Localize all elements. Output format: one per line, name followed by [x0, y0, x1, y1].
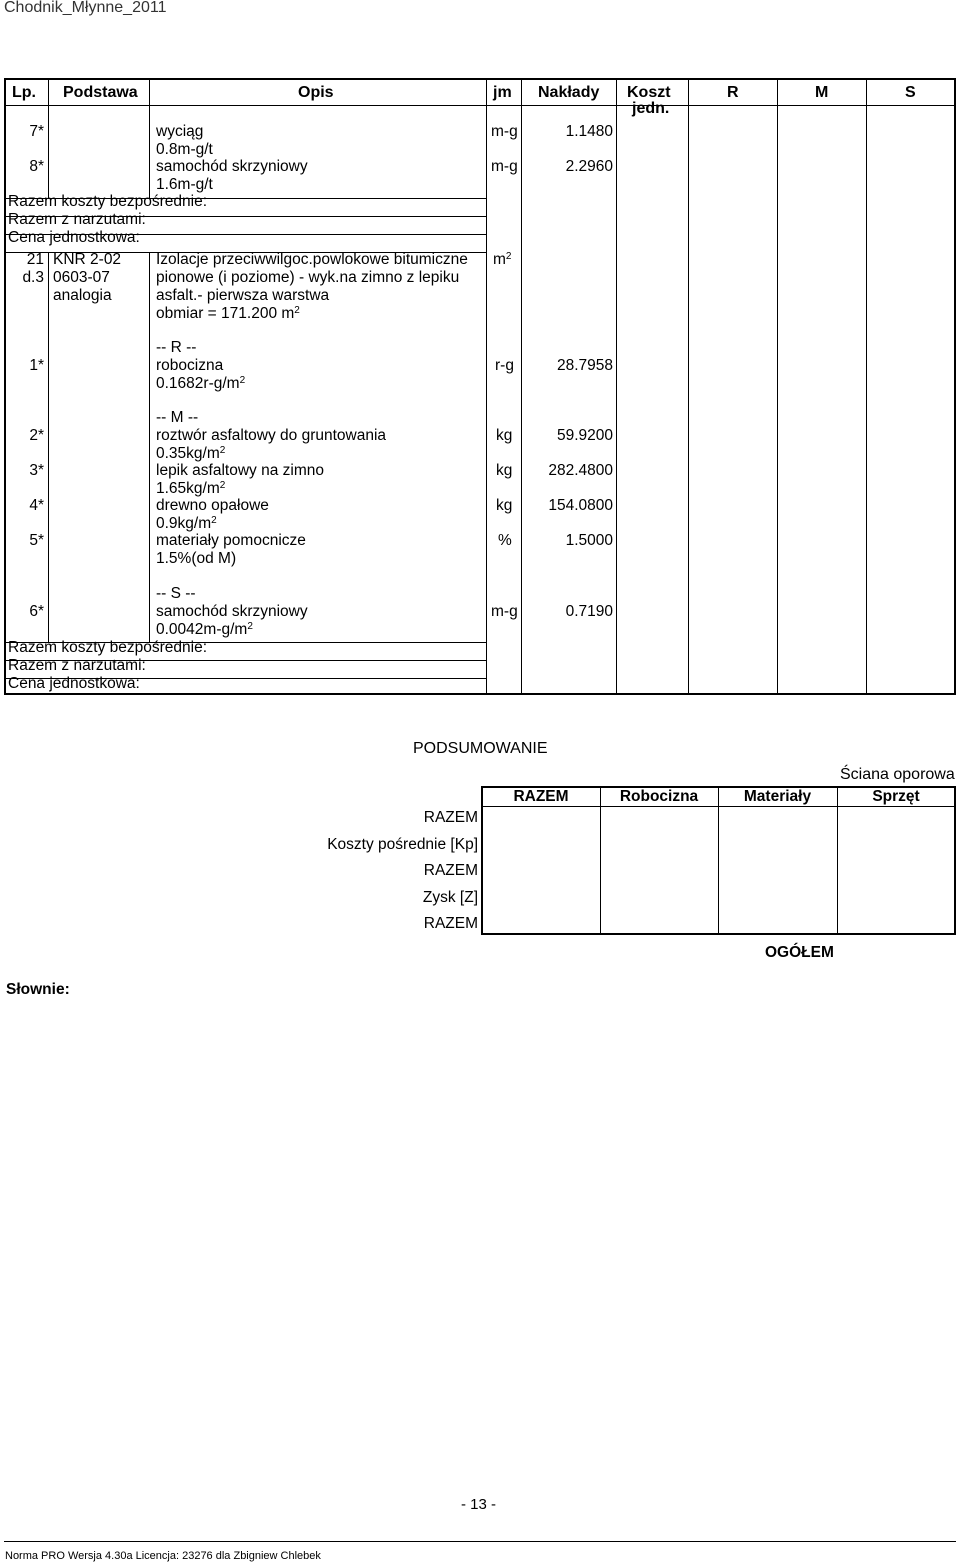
row-naklady: 2.2960 [565, 158, 613, 175]
header-s: S [905, 84, 916, 101]
razem-koszty-bezposrednie: Razem koszty bezpośrednie: [8, 193, 208, 210]
row-lp: 4* [29, 497, 44, 514]
position-podstawa-note: analogia [53, 287, 112, 304]
header-koszt-jedn: jedn. [632, 100, 670, 117]
summary-subtitle: Ściana oporowa [840, 766, 955, 783]
row-lp: 3* [29, 462, 44, 479]
position-podstawa: KNR 2-02 [53, 251, 122, 268]
section-m-label: -- M -- [156, 409, 199, 426]
section-r-label: -- R -- [156, 339, 197, 356]
razem-z-narzutami: Razem z narzutami: [8, 211, 146, 228]
summary-header-robocizna: Robocizna [619, 788, 699, 805]
summary-row-label: RAZEM [423, 809, 478, 826]
summary-header-materialy: Materiały [743, 788, 812, 805]
row-norma: 0.8m-g/t [156, 141, 213, 158]
row-jm: kg [496, 427, 513, 444]
document-title: Chodnik_Młynne_2011 [4, 0, 167, 16]
row-jm: m-g [491, 123, 518, 140]
position-opis-2: pionowe (i poziome) - wyk.na zimno z lepiku [156, 269, 460, 286]
header-r: R [727, 84, 739, 101]
position-lp-suffix: d.3 [22, 269, 44, 286]
header-lp: Lp. [12, 84, 36, 101]
header-jm: jm [493, 84, 512, 101]
header-podstawa: Podstawa [63, 84, 138, 101]
row-norma: 1.6m-g/t [156, 176, 213, 193]
slownie-label: Słownie: [6, 981, 70, 998]
position-opis-3: asfalt.- pierwsza warstwa [156, 287, 330, 304]
position-lp: 21 [26, 251, 44, 268]
row-opis: lepik asfaltowy na zimno [156, 462, 324, 479]
row-jm: m-g [491, 603, 518, 620]
row-norma: $0.1682r-g/m^2$ [156, 375, 246, 392]
row-jm: m-g [491, 158, 518, 175]
row-opis: wyciąg [156, 123, 204, 140]
summary-title: PODSUMOWANIE [413, 740, 548, 757]
row-norma: $0.0042m-g/m^2$ [156, 621, 253, 638]
position-jm: $m^2$ [493, 251, 512, 268]
row-norma: $0.35kg/m^2$ [156, 445, 226, 462]
summary-row-label: RAZEM [423, 915, 478, 932]
row-naklady: 282.4800 [548, 462, 613, 479]
row-opis: materiały pomocnicze [156, 532, 306, 549]
header-m: M [815, 84, 829, 101]
row-naklady: 1.1480 [565, 123, 613, 140]
row-naklady: 59.9200 [556, 427, 613, 444]
section-s-label: -- S -- [156, 585, 196, 602]
row-naklady: 1.5000 [565, 532, 613, 549]
row-lp: 1* [29, 357, 44, 374]
row-lp: 8* [29, 158, 44, 175]
row-naklady: 0.7190 [565, 603, 613, 620]
row-jm: kg [496, 497, 513, 514]
razem-z-narzutami: Razem z narzutami: [8, 657, 146, 674]
cena-jednostkowa: Cena jednostkowa: [8, 675, 140, 692]
row-norma: $0.9kg/m^2$ [156, 515, 217, 532]
row-naklady: 28.7958 [556, 357, 613, 374]
row-norma: $1.65kg/m^2$ [156, 480, 226, 497]
footer-license: Norma PRO Wersja 4.30a Licencja: 23276 dla Zbigniew Chlebek [5, 1550, 321, 1562]
header-koszt: Koszt [627, 84, 671, 101]
position-obmiar: obmiar = 171.200 $m^2$ [156, 305, 300, 322]
summary-header-sprzet: Sprzęt [872, 788, 920, 805]
summary-row-label: RAZEM [423, 862, 478, 879]
razem-koszty-bezposrednie: Razem koszty bezpośrednie: [8, 639, 208, 656]
row-jm: r-g [495, 357, 514, 374]
summary-row-label: Zysk [Z] [422, 889, 478, 906]
row-lp: 2* [29, 427, 44, 444]
row-naklady: 154.0800 [548, 497, 613, 514]
row-jm: kg [496, 462, 513, 479]
summary-ogolem: OGÓŁEM [765, 944, 834, 961]
row-norma: 1.5%(od M) [156, 550, 237, 567]
header-opis: Opis [298, 84, 334, 101]
row-opis: drewno opałowe [156, 497, 269, 514]
row-lp: 6* [29, 603, 44, 620]
page-number: - 13 - [461, 1496, 497, 1513]
header-naklady: Nakłady [538, 84, 600, 101]
row-opis: samochód skrzyniowy [156, 603, 308, 620]
row-jm: % [498, 532, 512, 549]
summary-row-label: Koszty pośrednie [Kp] [327, 836, 478, 853]
cena-jednostkowa: Cena jednostkowa: [8, 229, 140, 246]
position-opis: Izolacje przeciwwilgoc.powlokowe bitumiczne [156, 251, 468, 268]
position-podstawa-code: 0603-07 [53, 269, 110, 286]
row-lp: 5* [29, 532, 44, 549]
row-opis: robocizna [156, 357, 224, 374]
row-opis: roztwór asfaltowy do gruntowania [156, 427, 387, 444]
row-opis: samochód skrzyniowy [156, 158, 308, 175]
row-lp: 7* [29, 123, 44, 140]
summary-header-razem: RAZEM [513, 788, 569, 805]
